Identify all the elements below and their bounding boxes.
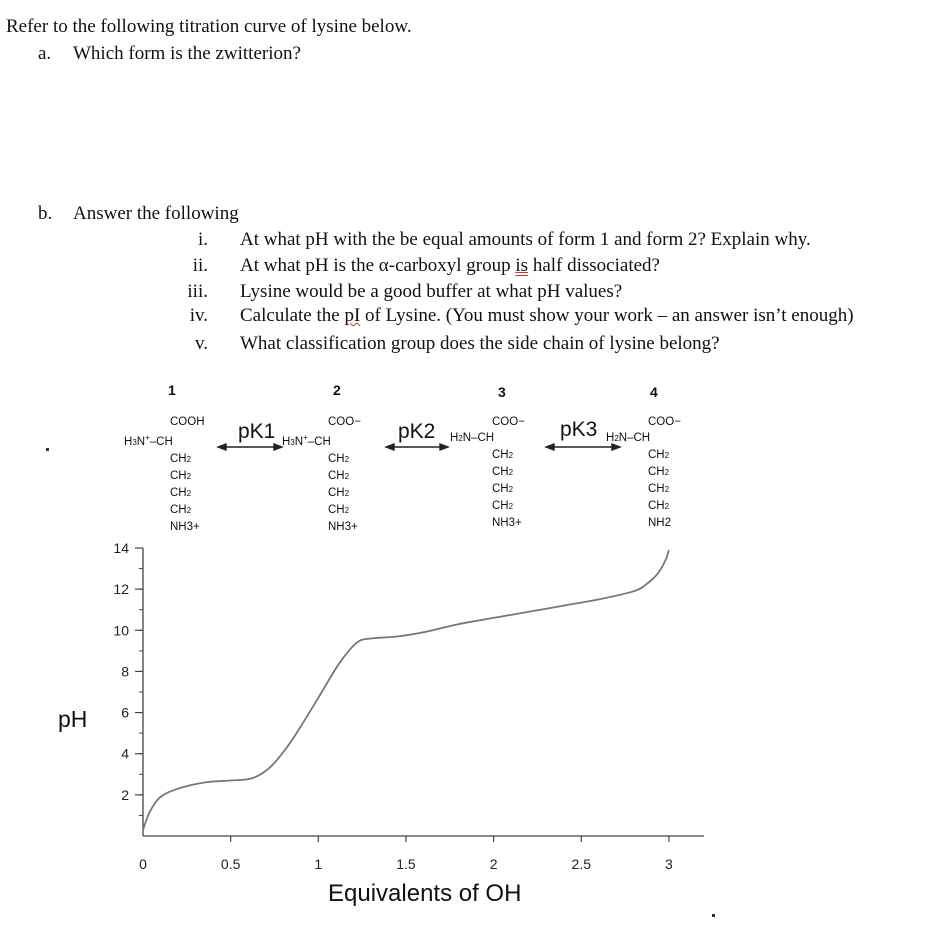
form-number: 2 [333,382,341,398]
question-number: v. [194,333,208,354]
x-tick-label: 0.5 [220,856,241,872]
arrow-head [546,444,554,450]
carboxyl-group: COO− [648,416,681,428]
y-tick-label: 8 [121,663,129,680]
x-axis-label: Equivalents of OH [328,880,522,907]
side-chain-terminal: NH3+ [492,517,522,529]
alpha-amino-group: H2N–CH [606,432,651,444]
form-number: 4 [650,384,658,400]
x-tick-label: 1.5 [396,856,416,872]
pk1-label: pK1 [238,420,276,443]
lysine-form-2: COO− H3N+–CH CH2 CH2 CH2 CH2 NH3+ [282,416,361,533]
stray-dot [712,914,715,917]
spelling-flag: pI [344,305,361,326]
grammar-flag: is [515,255,529,276]
question-number: iii. [187,281,208,302]
y-tick-label: 2 [121,786,129,803]
question-text: Lysine would be a good buffer at what pH values? [240,281,623,302]
question-text: At what pH is the α-carboxyl group is half dissociated? [240,255,660,276]
y-tick-label: 4 [121,745,129,762]
x-tick-label: 1 [314,856,323,872]
arrow-head [386,444,394,450]
y-tick-label: 14 [113,540,129,556]
lysine-form-3: COO− H2N–CH CH2 CH2 CH2 CH2 NH3+ [450,416,525,529]
question-text: Calculate the pI of Lysine. (You must show your work – an answer isn’t enough) [240,305,854,326]
pk2-label: pK2 [398,420,436,443]
carboxyl-group: COOH [170,416,205,428]
alpha-amino-group: H2N–CH [450,432,495,444]
question-number: iv. [189,305,208,326]
x-tick-label: 2.5 [571,856,592,872]
carboxyl-group: COO− [328,416,361,428]
x-tick-label: 3 [665,856,673,872]
lysine-form-4: COO− H2N–CH CH2 CH2 CH2 CH2 NH2 [606,416,681,529]
arrow-head [440,444,448,450]
y-tick-label: 10 [113,622,129,639]
stray-dot [46,448,49,451]
form-number: 3 [498,384,506,400]
y-tick-label: 12 [113,581,129,598]
form-number: 1 [168,382,176,398]
arrow-head [274,444,282,450]
y-axis-label: pH [58,706,88,732]
part-b-marker: b. [38,203,53,224]
question-text: At what pH with the be equal amounts of form 1 and form 2? Explain why. [240,229,811,250]
question-text: What classification group does the side chain of lysine belong? [240,333,720,354]
question-number: ii. [192,255,208,276]
x-tick-label: 2 [489,856,498,872]
carboxyl-group: COO− [492,416,525,428]
lysine-form-1: COOH H3N+–CH CH2 CH2 CH2 CH2 NH3+ [124,416,205,533]
side-chain-terminal: NH3+ [170,520,200,533]
arrow-head [218,444,226,450]
side-chain-terminal: NH2 [648,517,672,529]
x-tick-label: 0 [139,856,147,872]
side-chain-terminal: NH3+ [328,520,358,533]
alpha-amino-group: H3N+–CH [124,433,173,448]
pk3-label: pK3 [560,418,598,441]
question-number: i. [197,229,208,250]
alpha-amino-group: H3N+–CH [282,433,331,448]
intro-text: Refer to the following titration curve of lysine below. [6,16,412,37]
y-tick-label: 6 [121,704,129,721]
titration-curve [143,550,669,830]
part-b-heading: Answer the following [73,203,239,224]
part-a-marker: a. [38,43,52,64]
part-a-question: Which form is the zwitterion? [73,43,301,64]
